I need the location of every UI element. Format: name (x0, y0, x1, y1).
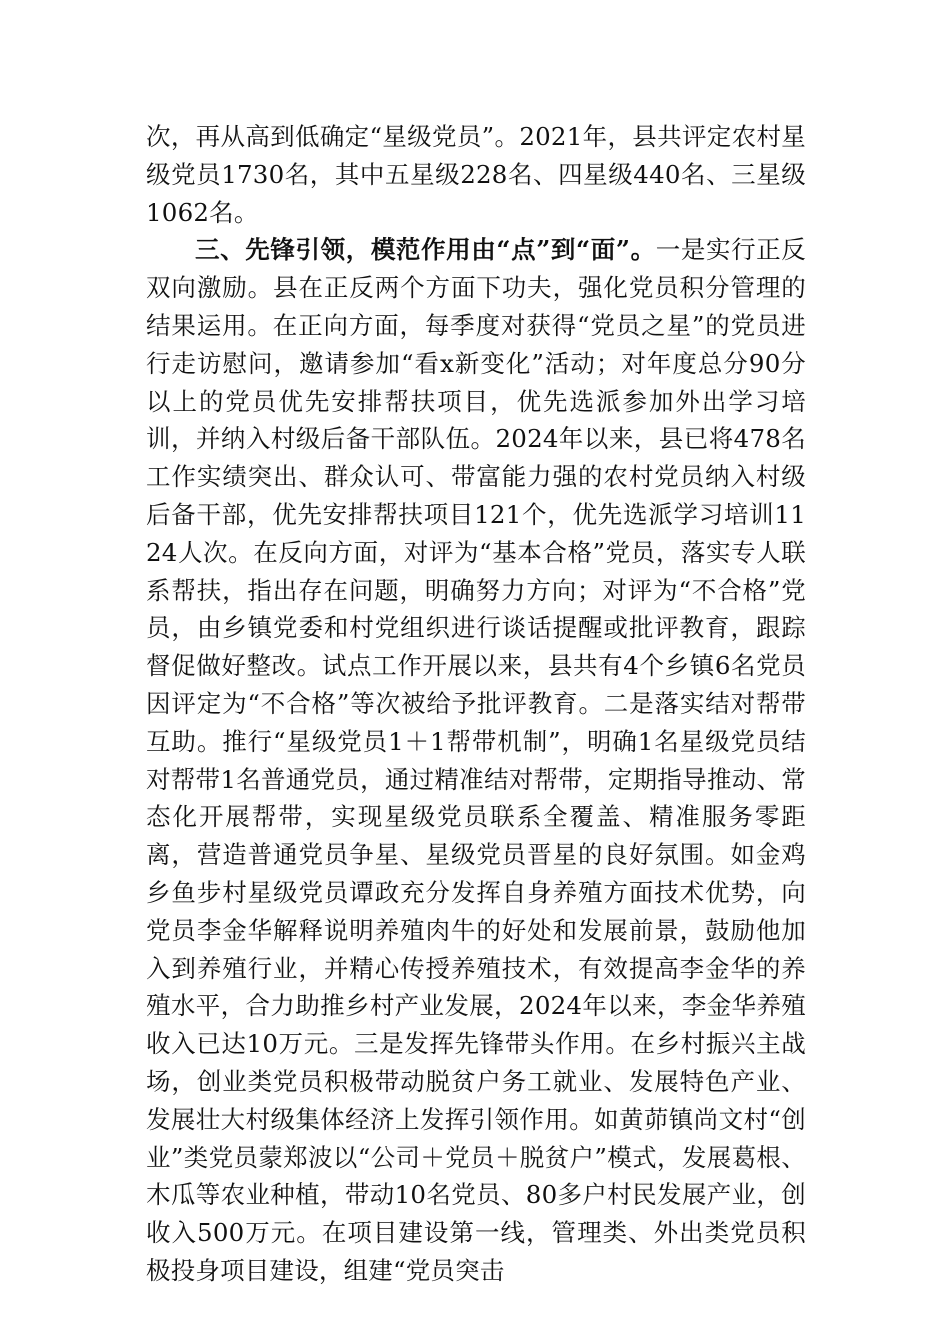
paragraph-continuation: 次，再从高到低确定“星级党员”。2021年，县共评定农村星级党员1730名，其中五星级228名、四星级440名、三星级1062名。 (146, 122, 806, 227)
body-text (146, 118, 806, 1290)
paragraph-section-three (146, 231, 806, 1289)
section-body: 一是实行正反双向激励。县在正反两个方面下功夫，强化党员积分管理的结果运用。在正向方面，每季度对获得“党员之星”的党员进行走访慰问，邀请参加“看x新变化”活动；对年度总分90分以上的党员优先安排帮扶项目，优先选派参加外出学习培训，并纳入村级后备干部队伍。2024年以来，县已将478名工作实绩突出、群众认可、带富能力强的农村党员纳入村级后备干部，优先安排帮扶项目121个，优先选派学习培训1124人次。在反向方面，对评为“基本合格”党员，落实专人联系帮扶，指出存在问题，明确努力方向；对评为“不合格”党员，由乡镇党委和村党组织进行谈话提醒或批评教育，跟踪督促做好整改。试点工作开展以来，县共有4个乡镇6名党员因评定为“不合格”等次被给予批评教育。二是落实结对帮带互助。推行“星级党员1＋1帮带机制”，明确1名星级党员结对帮带1名普通党员，通过精准结对帮带，定期指导推动、常态化开展帮带，实现星级党员联系全覆盖、精准服务零距离，营造普通党员争星、星级党员晋星的良好氛围。如金鸡乡鱼步村星级党员谭政充分发挥自身养殖方面技术优势，向党员李金华解释说明养殖肉牛的好处和发展前景，鼓励他加入到养殖行业，并精心传授养殖技术，有效提高李金华的养殖水平，合力助推乡村产业发展，2024年以来，李金华养殖收入已达10万元。三是发挥先锋带头作用。在乡村振兴主战场，创业类党员积极带动脱贫户务工就业、发展特色产业、发展壮大村级集体经济上发挥引领作用。如黄茆镇尚文村“创业”类党员蒙郑波以“公司＋党员＋脱贫户”模式，发展葛根、木瓜等农业种植，带动10名党员、80多户村民发展产业，创收入500万元。在项目建设第一线，管理类、外出类党员积极投身项目建设，组建“党员突击 (146, 235, 807, 1285)
section-heading: 三、先锋引领，模范作用由“点”到“面”。 (195, 235, 656, 265)
